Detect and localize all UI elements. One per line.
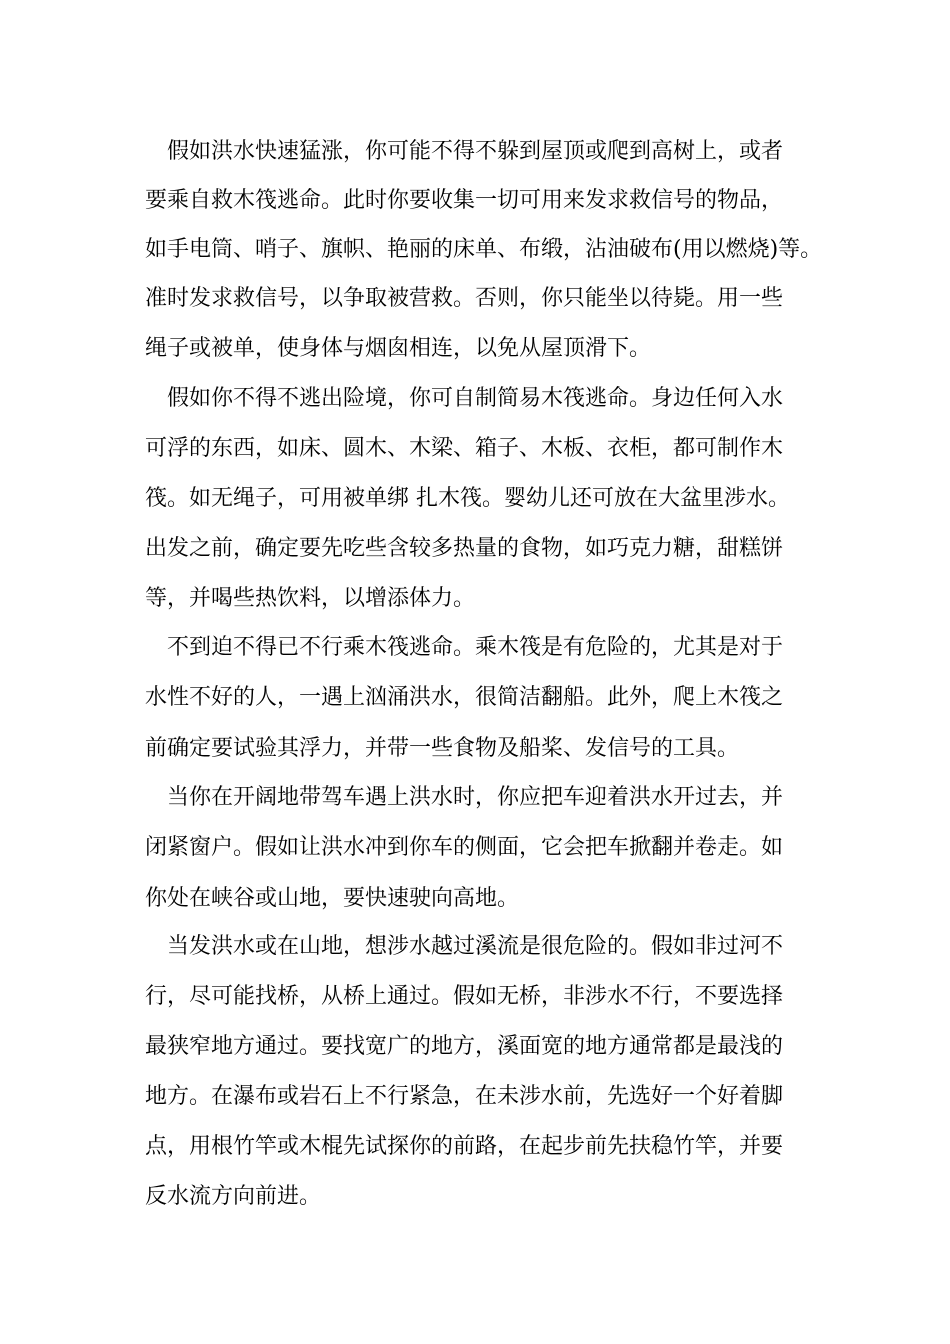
paragraph-1-line-1: 假如洪水快速猛涨，你可能不得不躲到屋顶或爬到高树上，或者 (167, 139, 784, 164)
paragraph-2-line-1: 假如你不得不逃出险境，你可自制简易木筏逃命。身边任何入水 (167, 386, 784, 411)
paragraph-3-line-2: 水性不好的人，一遇上汹涌洪水，很简洁翻船。此外，爬上木筏之 (145, 685, 784, 710)
paragraph-5-line-3: 最狭窄地方通过。要找宽广的地方，溪面宽的地方通常都是最浅的 (145, 1034, 784, 1059)
paragraph-1-line-2: 要乘自救木筏逃命。此时你要收集一切可用来发求救信号的物品， (145, 188, 784, 213)
paragraph-3-line-3: 前确定要试验其浮力，并带一些食物及船桨、发信号的工具。 (145, 736, 740, 761)
paragraph-4-line-2: 闭紧窗户。假如让洪水冲到你车的侧面，它会把车掀翻并卷走。如 (145, 835, 784, 860)
paragraph-5-line-4: 地方。在瀑布或岩石上不行紧急，在未涉水前，先选好一个好着脚 (145, 1084, 784, 1109)
paragraph-5-line-2: 行，尽可能找桥，从桥上通过。假如无桥，非涉水不行，不要选择 (145, 984, 784, 1009)
paragraph-1-line-4: 准时发求救信号，以争取被营救。否则，你只能坐以待毙。用一些 (145, 286, 784, 311)
paragraph-1-line-3: 如手电筒、哨子、旗帜、艳丽的床单、布缎，沾油破布(用以燃烧)等。 (145, 237, 823, 262)
paragraph-5-line-1: 当发洪水或在山地，想涉水越过溪流是很危险的。假如非过河不 (167, 934, 784, 959)
paragraph-4-line-3: 你处在峡谷或山地，要快速驶向高地。 (145, 886, 520, 911)
paragraph-3-line-1: 不到迫不得已不行乘木筏逃命。乘木筏是有危险的，尤其是对于 (167, 635, 784, 660)
paragraph-2-line-5: 等，并喝些热饮料，以增添体力。 (145, 586, 476, 611)
paragraph-1-line-5: 绳子或被单，使身体与烟囱相连，以免从屋顶滑下。 (145, 336, 652, 361)
paragraph-2-line-3: 筏。如无绳子，可用被单绑 扎木筏。婴幼儿还可放在大盆里涉水。 (145, 486, 790, 511)
paragraph-4-line-1: 当你在开阔地带驾车遇上洪水时，你应把车迎着洪水开过去，并 (167, 785, 784, 810)
paragraph-2-line-2: 可浮的东西，如床、圆木、木梁、箱子、木板、衣柜，都可制作木 (145, 436, 784, 461)
paragraph-5-line-5: 点，用根竹竿或木棍先试探你的前路，在起步前先扶稳竹竿，并要 (145, 1134, 784, 1159)
paragraph-2-line-4: 出发之前，确定要先吃些含较多热量的食物，如巧克力糖，甜糕饼 (145, 536, 784, 561)
paragraph-5-line-6: 反水流方向前进。 (145, 1184, 322, 1209)
